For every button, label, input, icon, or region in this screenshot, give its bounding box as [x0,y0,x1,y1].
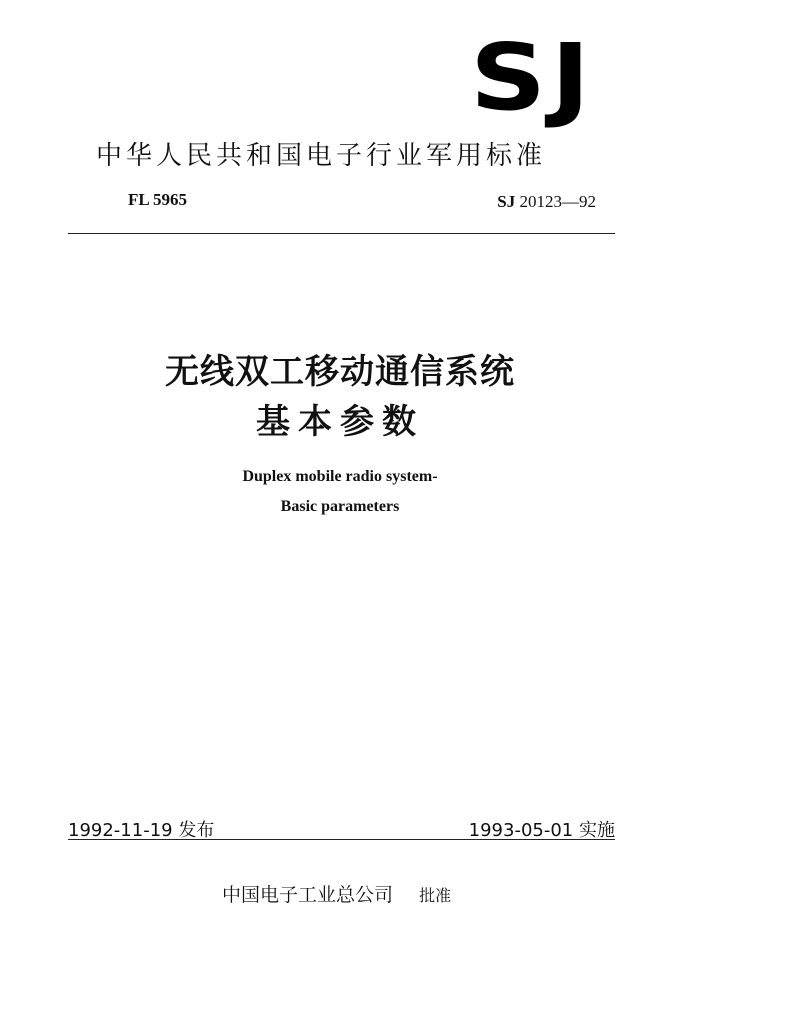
approving-organization: 中国电子工业总公司 [222,884,394,906]
bottom-divider [68,839,615,840]
document-title-en: Duplex mobile radio system- [242,468,438,485]
issue-date: 1992-11-19 发布 [68,820,215,841]
sj-standard-number [497,192,596,212]
sj-prefix: SJ [497,192,516,211]
approval-action: 批准 [419,886,452,905]
document-subtitle-en: Basic parameters [280,498,400,515]
sj-number: 20123—92 [519,192,596,211]
implementation-date: 1993-05-01 实施 [468,820,615,841]
sj-logo: SJ [470,24,595,131]
fl-code: FL 5965 [128,190,188,209]
approval-line [222,880,451,907]
standard-name: 中华人民共和国电子行业军用标准 [96,141,547,171]
document-subtitle-cn: 基本参数 [256,402,424,442]
document-title-cn: 无线双工移动通信系统 [165,352,515,392]
top-divider [68,233,615,234]
